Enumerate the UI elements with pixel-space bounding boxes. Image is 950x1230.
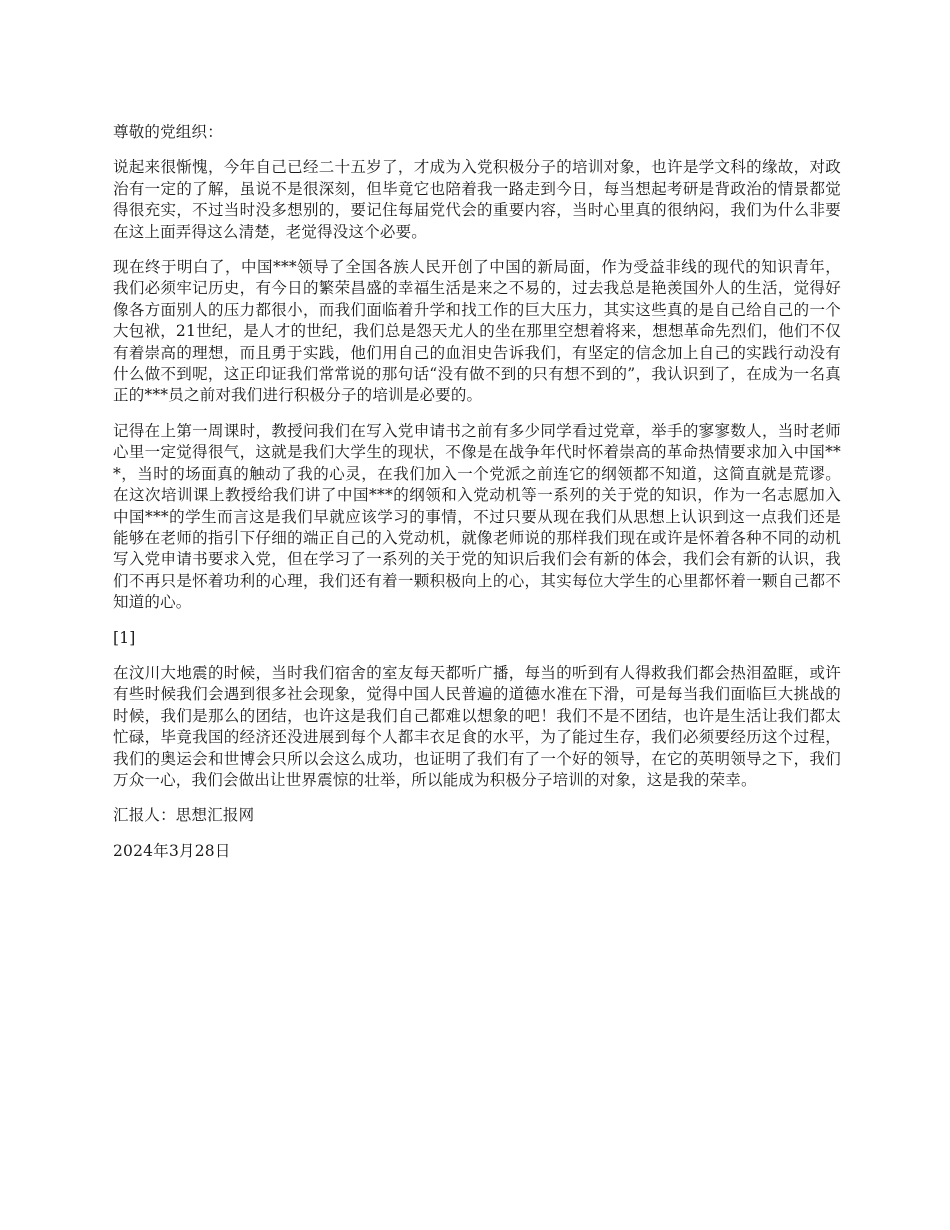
paragraph-2: 现在终于明白了，中国***领导了全国各族人民开创了中国的新局面，作为受益非线的现代的知识青年，我们必须牢记历史，有今日的繁荣昌盛的幸福生活是来之不易的，过去我总是艳羡国外人的生活，觉得好像各方面别人的压力都很小，而我们面临着升学和找工作的巨大压力，其实这些真的是自己给自己的一个大包袱，21世纪，是人才的世纪，我们总是怨天尤人的坐在那里空想着将来，想想革命先烈们，他们不仅有着崇高的理想，而且勇于实践，他们用自己的血泪史告诉我们，有坚定的信念加上自己的实践行动没有什么做不到呢，这正印证我们常常说的那句话“没有做不到的只有想不到的”，我认识到了，在成为一名真正的***员之前对我们进行积极分子的培训是必要的。 [113,258,841,405]
footnote-reference: [1] [113,628,136,647]
date: 2024年3月28日 [113,841,231,860]
paragraph-1: 说起来很惭愧，今年自己已经二十五岁了，才成为入党积极分子的培训对象，也许是学文科的缘故，对政治有一定的了解，虽说不是很深刻，但毕竟它也陪着我一路走到今日，每当想起考研是背政治的情景都觉得很充实，不过当时没多想别的，要记住每届党代会的重要内容，当时心里真的很纳闷，我们为什么非要在这上面弄得这么清楚，老觉得没这个必要。 [113,158,841,241]
salutation: 尊敬的党组织： [113,123,223,141]
paragraph-3: 记得在上第一周课时，教授问我们在写入党申请书之前有多少同学看过党章，举手的寥寥数人，当时老师心里一定觉得很气，这就是我们大学生的现状，不像是在战争年代时怀着崇高的革命热情要求加入中国***，当时的场面真的触动了我的心灵，在我们加入一个党派之前连它的纲领都不知道，这简直就是荒谬。在这次培训课上教授给我们讲了中国***的纲领和入党动机等一系列的关于党的知识，作为一名志愿加入中国***的学生而言这是我们早就应该学习的事情，不过只要从现在我们从思想上认识到这一点我们还是能够在老师的指引下仔细的端正自己的入党动机，就像老师说的那样我们现在或许是怀着各种不同的动机写入党申请书要求入党，但在学习了一系列的关于党的知识后我们会有新的体会，我们会有新的认识，我们不再只是怀着功利的心理，我们还有着一颗积极向上的心，其实每位大学生的心里都怀着一颗自己都不知道的心。 [113,421,841,612]
document-page [113,122,841,862]
paragraph-4: 在汶川大地震的时候，当时我们宿舍的室友每天都听广播，每当的听到有人得救我们都会热泪盈眶，或许有些时候我们会遇到很多社会现象，觉得中国人民普遍的道德水准在下滑，可是每当我们面临巨大挑战的时候，我们是那么的团结，也许这是我们自己都难以想象的吧！我们不是不团结，也许是生活让我们都太忙碌，毕竟我国的经济还没进展到每个人都丰衣足食的水平，为了能过生存，我们必须要经历这个过程，我们的奥运会和世博会只所以会这么成功，也证明了我们有了一个好的领导，在它的英明领导之下，我们万众一心，我们会做出让世界震惊的壮举，所以能成为积极分子培训的对象，这是我的荣幸。 [113,663,841,789]
signature: 汇报人：思想汇报网 [113,806,255,825]
